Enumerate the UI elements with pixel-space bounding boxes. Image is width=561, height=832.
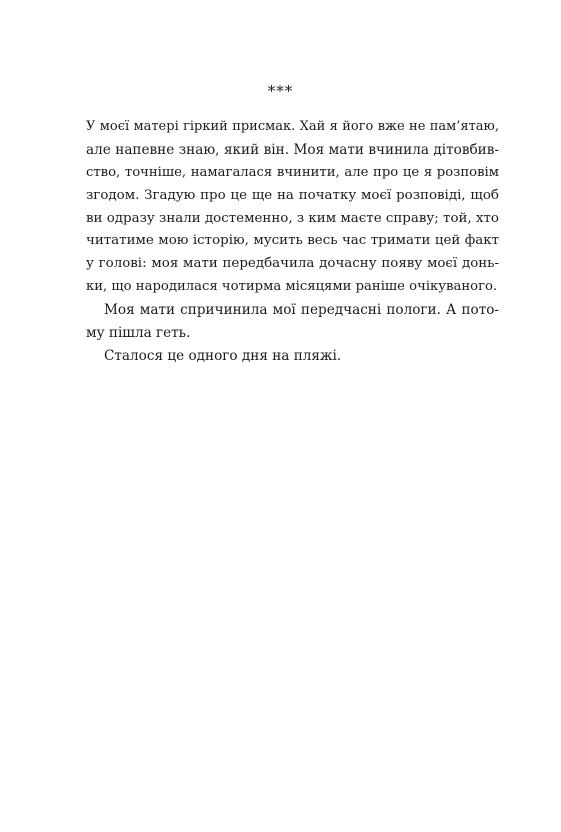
text-line: ство, точніше, намагалася вчинити, але про це я розповім — [86, 164, 499, 180]
body-text — [86, 116, 499, 368]
text-line: Сталося це одного дня на пляжі. — [104, 347, 342, 364]
paragraph-2 — [86, 299, 499, 345]
text-line: згодом. Згадую про це ще на початку моєї розповіді, щоб — [86, 187, 499, 203]
text-line: Моя мати спричинила мої передчасні пологи. А пото- — [104, 302, 499, 319]
text-line: у голові: моя мати передбачила дочасну появу моєї донь- — [86, 256, 499, 272]
text-line: читатиме мою історію, мусить весь час тримати цей факт — [86, 233, 499, 249]
section-separator: *** — [267, 82, 294, 100]
text-line: му пішла геть. — [86, 325, 191, 342]
text-line: але напевне знаю, який він. Моя мати вчинила дітовбив- — [86, 141, 499, 158]
paragraph-1 — [86, 116, 499, 299]
text-line: У моєї матері гіркий присмак. Хай я його вже не пам’ятаю, — [86, 119, 499, 134]
paragraph-3 — [86, 345, 499, 368]
text-line: ви одразу знали достеменно, з ким маєте справу; той, хто — [86, 210, 499, 226]
text-line: ки, що народилася чотирма місяцями раніше очікуваного. — [86, 279, 498, 295]
